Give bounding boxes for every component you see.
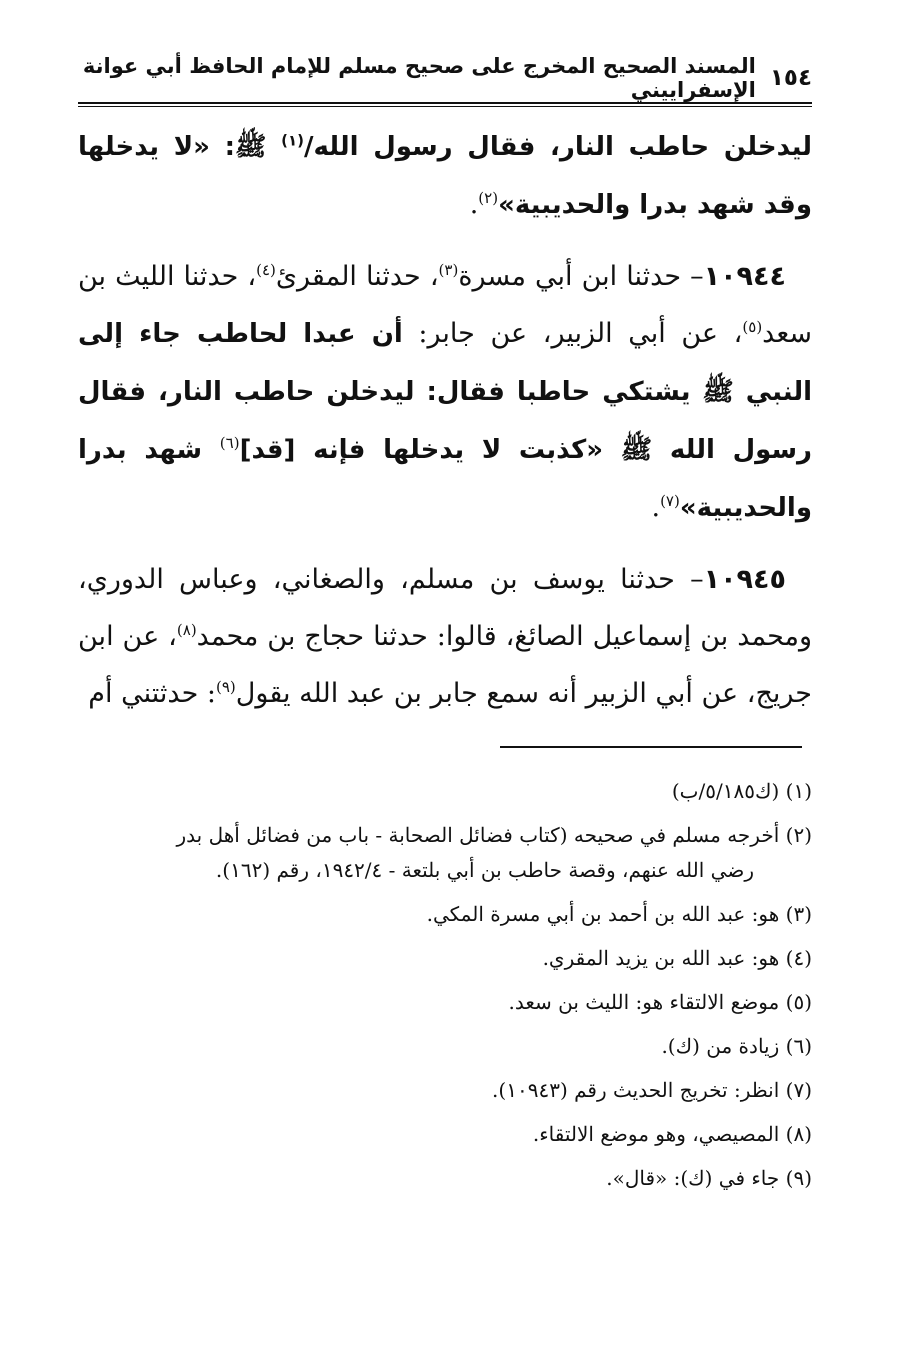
header-rule [78,102,812,104]
text-run: – حدثنا ابن أبي مسرة [458,261,704,292]
bold-text-run: أن عبدا لحاطب جاء إلى النبي ﷺ يشتكي حاطبا فقال: ليدخلن حاطب النار، فقال رسول الله ﷺ «كذبت لا يدخلها فإنه [قد] [78,319,813,465]
running-header [78,54,812,102]
footnote-ref: (٤) [256,261,276,279]
footnote-item [90,987,812,1018]
text-run: : حدثتني أم [88,678,216,709]
footnote-item [90,1163,812,1194]
bold-text-run: شهد بدرا والحديبية» [78,435,812,523]
hadith-10945 [78,551,812,722]
footnote-text: المصيصي، وهو موضع الالتقاء. [532,1122,780,1146]
footnote-number: (٣) [785,902,812,926]
footnote-number: (٤) [785,946,812,970]
footnote-number: (٩) [785,1166,812,1190]
header-rule-thin [78,106,812,107]
running-title: المسند الصحيح المخرج على صحيح مسلم للإمام الحافظ أبي عوانة الإسفراييني [82,54,756,102]
footnote-text: هو: عبد الله بن يزيد المقري. [542,946,780,970]
footnote-ref: (١) [281,131,304,150]
main-text [78,118,812,722]
footnote-ref: (٩) [215,678,236,696]
hadith-number: ١٠٩٤٤ [703,261,786,292]
footnote-text: هو: عبد الله بن أحمد بن أبي مسرة المكي. [426,902,780,926]
footnote-text: أخرجه مسلم في صحيحه (كتاب فضائل الصحابة - باب من فضائل أهل بدر [176,823,780,847]
footnote-ref: (٦) [219,434,240,452]
footnote-number: (٢) [785,823,812,847]
text-run: – حدثنا يوسف بن مسلم، والصغاني، وعباس الدوري، ومحمد بن إسماعيل الصائغ، قالوا: حدثنا حجاج بن محمد [78,564,812,652]
footnote-text: جاء في (ك): «قال». [606,1166,780,1190]
footnotes [90,776,812,1207]
footnote-item [90,1119,812,1150]
footnote-item [90,899,812,930]
text-run: ليدخلن حاطب النار، فقال رسول الله/ [303,132,812,162]
footnote-text: زيادة من (ك). [661,1034,780,1058]
text-run: . [469,189,479,220]
hadith-10944 [78,248,812,537]
footnote-ref: (٧) [660,492,680,510]
text-run: ﷺ: «لا يدخلها وقد شهد بدرا والحديبية» [78,132,812,220]
footnote-number: (١) [785,779,812,803]
footnote-text-continued: رضي الله عنهم، وقصة حاطب بن أبي بلتعة - ١٩٤٢/٤، رقم (١٦٢). [215,858,754,882]
footnote-text: انظر: تخريج الحديث رقم (١٠٩٤٣). [492,1078,780,1102]
page-number: ١٥٤ [769,65,812,91]
hadith-number: ١٠٩٤٥ [703,564,786,595]
footnote-ref: (٨) [176,621,197,639]
footnote-item [90,820,812,886]
footnote-number: (٧) [785,1078,812,1102]
footnote-item [90,1031,812,1062]
footnote-number: (٦) [785,1034,812,1058]
footnote-separator [500,746,802,748]
text-run: ، عن ابن جريج، عن أبي الزبير أنه سمع جابر بن عبد الله يقول [78,621,812,709]
paragraph-continuation [78,118,812,234]
footnote-ref: (٣) [438,261,459,279]
footnote-number: (٥) [785,990,812,1014]
text-run: ، عن أبي الزبير، عن جابر: [402,318,743,349]
footnote-item [90,776,812,807]
text-run: ، حدثنا الليث بن سعد [78,261,812,349]
footnote-text: (ك٥/١٨٥/ب) [671,779,780,803]
footnote-text: موضع الالتقاء هو: الليث بن سعد. [508,990,780,1014]
text-run: . [651,492,661,523]
footnote-item [90,1075,812,1106]
footnote-item [90,943,812,974]
footnote-ref: (٥) [742,318,763,336]
footnote-number: (٨) [785,1122,812,1146]
footnote-ref: (٢) [478,189,499,207]
text-run: ، حدثنا المقرئ [275,261,439,292]
